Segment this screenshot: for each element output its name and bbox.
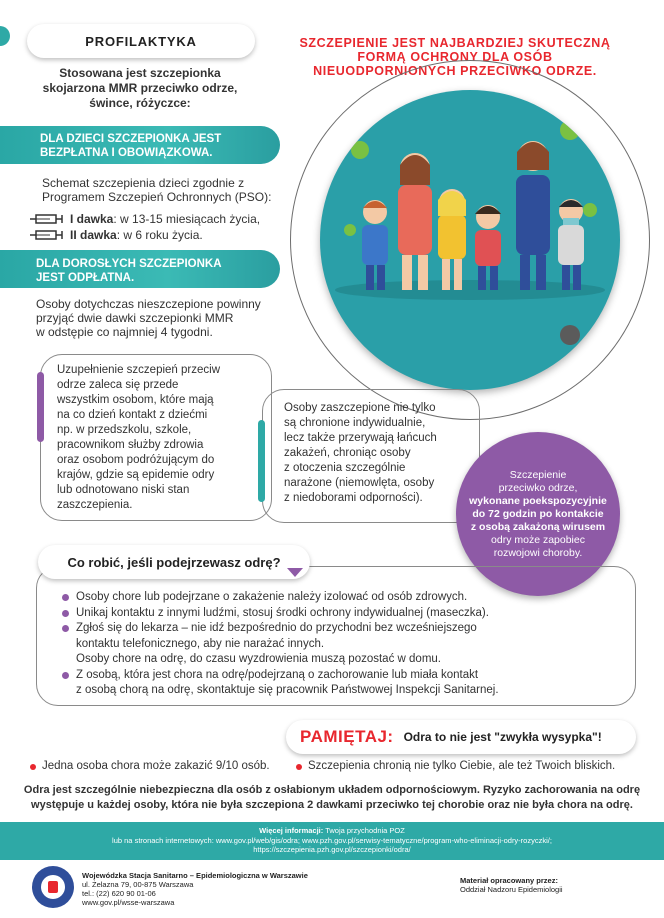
intro-line-1: Stosowana jest szczepionka — [59, 66, 221, 80]
right-box-line: Osoby zaszczepione nie tylko — [284, 402, 436, 414]
suspect-list — [62, 590, 627, 699]
remember-note-line: Odra jest szczególnie niebezpieczna dla osób z osłabionym układem odpornościowym. Ryzyko zachorowania na odrę — [23, 784, 641, 796]
teal-dot-decoration — [0, 26, 10, 46]
info-label: Więcej informacji: — [259, 826, 324, 835]
adults-banner-line-2: JEST ODPŁATNA. — [36, 272, 135, 284]
right-box-line: zakażeń, chroniąc osoby — [284, 447, 411, 459]
bullet-icon — [62, 625, 69, 632]
list-item — [62, 668, 627, 699]
children-illustration — [320, 90, 620, 390]
right-box-line: z otoczenia szczególnie — [284, 462, 406, 474]
sanepid-logo-icon — [32, 866, 74, 908]
profilaktyka-badge — [27, 24, 255, 58]
right-box-line: są chronione indywidualnie, — [284, 417, 426, 429]
footer-phone: tel.: (22) 620 90 01-06 — [82, 889, 156, 898]
bullet-icon — [62, 594, 69, 601]
remember-point-text: Szczepienia chronią nie tylko Ciebie, ale też Twoich bliskich. — [308, 760, 616, 772]
purple-circle-line: odry może zapobiec — [491, 533, 585, 546]
adults-line-1: Osoby dotychczas nieszczepione powinny — [36, 297, 261, 311]
headline-line-2: FORMĄ OCHRONY DLA OSÓB — [357, 50, 553, 64]
remember-point-text: Jedna osoba chora może zakazić 9/10 osób. — [42, 760, 270, 772]
left-box-line: wszystkim osobom, które mają — [57, 394, 214, 406]
children-banner — [0, 126, 280, 164]
purple-circle-line: rozwojowi choroby. — [493, 546, 583, 559]
dose-1-text: : w 13-15 miesiącach życia, — [113, 212, 261, 226]
list-item-text — [76, 621, 477, 668]
adults-line-3: w odstępie co najmniej 4 tygodni. — [36, 325, 213, 339]
children-banner-line-1: DLA DZIECI SZCZEPIONKA JEST — [40, 133, 222, 145]
suspect-title: Co robić, jeśli podejrzewasz odrę? — [67, 554, 281, 570]
left-box-line: Uzupełnienie szczepień przeciw — [57, 364, 220, 376]
list-item — [62, 590, 627, 606]
badge-label: PROFILAKTYKA — [85, 33, 197, 49]
small-grey-circle — [560, 325, 580, 345]
right-box-line: narażone (niemowlęta, osoby — [284, 477, 435, 489]
right-box-line: lecz także przerywają łańcuch — [284, 432, 437, 444]
dose-2-label: II dawka — [70, 228, 117, 242]
info-line-2: lub na stronach internetowych: www.gov.pl/web/gis/odra; www.pzh.gov.pl/serwisy-tematyczne/program-who-eliminacji-odry-rozyczki/; — [112, 835, 552, 845]
info-line-1 — [0, 826, 664, 836]
bullet-icon — [30, 764, 36, 770]
intro-text — [40, 66, 240, 111]
left-box-line: krajów, gdzie są epidemie odry — [57, 469, 215, 481]
purple-circle-line: wykonane poekspozycyjnie — [469, 494, 607, 507]
footer-website[interactable]: www.gov.pl/wsse-warszawa — [82, 898, 175, 907]
syringe-icon — [30, 213, 66, 225]
dose-2 — [30, 228, 280, 242]
purple-circle-line: przeciwko odrze, — [498, 481, 578, 494]
logo-inner — [41, 875, 65, 899]
prepared-dept: Oddział Nadzoru Epidemiologii — [460, 885, 563, 894]
list-item-text-line: kontaktu telefonicznego, aby nie narażać innych. — [76, 637, 325, 650]
footer-address: ul. Żelazna 79, 00-875 Warszawa — [82, 880, 194, 889]
children-banner-line-2: BEZPŁATNA I OBOWIĄZKOWA. — [40, 147, 213, 159]
adults-line-2: przyjąć dwie dawki szczepionki MMR — [36, 311, 234, 325]
left-box-line: pracownikom służby zdrowia — [57, 439, 204, 451]
dose-2-text: : w 6 roku życia. — [116, 228, 203, 242]
left-box-line: odrze zaleca się przede — [57, 379, 179, 391]
right-box-text — [284, 401, 474, 506]
dose-1 — [30, 212, 280, 226]
logo-cross-icon — [48, 881, 58, 893]
list-item-text-line: Zgłoś się do lekarza – nie idź bezpośrednio do przychodni bez wcześniejszego — [76, 622, 477, 634]
remember-note-line: występuje u każdej osoby, która nie była szczepiona 2 dawkami przeciwko tej chorobie oraz nie była chora na odrę. — [31, 799, 633, 811]
adults-banner — [0, 250, 280, 288]
bullet-icon — [62, 672, 69, 679]
remember-subtitle: Odra to nie jest "zwykła wysypka"! — [403, 730, 602, 744]
footer-org-info — [82, 871, 308, 907]
remember-note — [10, 783, 654, 813]
syringe-icon — [30, 229, 66, 241]
list-item-text-line: z osobą chorą na odrę, skontaktuje się pracownik Państwowej Inspekcji Sanitarnej. — [76, 684, 499, 696]
list-item-text: Osoby chore lub podejrzane o zakażenie należy izolować od osób zdrowych. — [76, 591, 468, 603]
left-box-accent — [37, 372, 44, 442]
list-item-text-line: Osoby chore na odrę, do czasu wyzdrowienia muszą pozostać w domu. — [76, 653, 441, 665]
prepared-label: Materiał opracowany przez: — [460, 876, 558, 885]
left-box-line: lub odnotowano niski stan — [57, 484, 190, 496]
headline-line-1: SZCZEPIENIE JEST NAJBARDZIEJ SKUTECZNĄ — [299, 36, 611, 50]
left-box-line: na co dzień kontakt z dziećmi — [57, 409, 208, 421]
remember-point-2 — [296, 760, 615, 772]
intro-line-2: skojarzona MMR przeciwko odrze, — [42, 81, 238, 95]
schedule-line-2: Programem Szczepień Ochronnych (PSO): — [42, 190, 272, 204]
right-box-line: z niedoborami odporności). — [284, 492, 423, 504]
list-item — [62, 621, 627, 668]
remember-point-1 — [30, 760, 270, 772]
left-box-line: zaszczepienia. — [57, 499, 133, 511]
schedule-text — [42, 176, 282, 204]
suspect-arrow-icon — [287, 568, 303, 577]
remember-title: PAMIĘTAJ: — [300, 727, 394, 746]
adults-banner-line-1: DLA DOROSŁYCH SZCZEPIONKA — [36, 258, 222, 270]
right-box-accent — [258, 420, 265, 502]
intro-line-3: śwince, różyczce: — [89, 96, 191, 110]
list-item-text: Unikaj kontaktu z innymi ludźmi, stosuj środki ochrony indywidualnej (maseczka). — [76, 606, 489, 619]
bullet-icon — [296, 764, 302, 770]
left-box-line: np. w przedszkolu, szkole, — [57, 424, 192, 436]
suspect-title-pill — [38, 545, 310, 579]
schedule-line-1: Schemat szczepienia dzieci zgodnie z — [42, 176, 245, 190]
footer-org: Wojewódzka Stacja Sanitarno – Epidemiologiczna w Warszawie — [82, 871, 308, 880]
purple-circle-line: z osobą zakażoną wirusem — [470, 520, 606, 533]
dose-1-label: I dawka — [70, 212, 114, 226]
info-line-3: https://szczepienia.pzh.gov.pl/szczepionki/odra/ — [253, 845, 411, 854]
bullet-icon — [62, 610, 69, 617]
purple-circle-line: do 72 godzin po kontakcie — [472, 507, 604, 520]
illustration-circle — [320, 90, 620, 390]
info-bar — [0, 822, 664, 860]
purple-circle-line: Szczepienie — [509, 468, 567, 481]
info-label-text: Twoja przychodnia POZ — [323, 826, 405, 835]
remember-pill — [286, 720, 636, 754]
left-box-text — [57, 363, 267, 513]
list-item — [62, 606, 627, 622]
footer-prepared-by — [460, 876, 563, 894]
headline-line-3: NIEUODPORNIONYCH PRZECIWKO ODRZE. — [313, 64, 597, 78]
list-item-text-line: Z osobą, która jest chora na odrę/podejrzaną o zachorowanie lub miała kontakt — [76, 668, 479, 681]
adults-text — [36, 297, 286, 339]
left-box-line: oraz osobom podróżującym do — [57, 454, 215, 466]
list-item-text — [76, 668, 499, 699]
